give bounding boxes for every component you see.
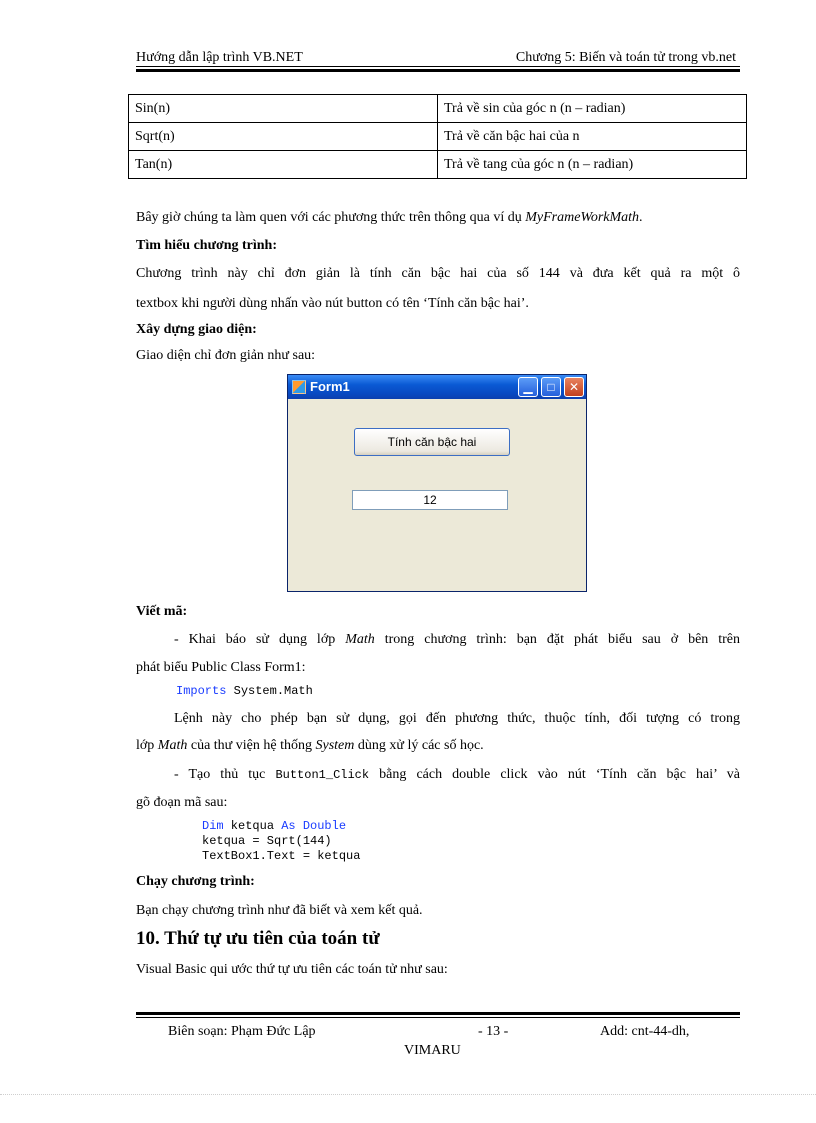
footer-address: Add: cnt-44-dh, <box>600 1024 690 1039</box>
section-text: Visual Basic qui ước thứ tự ưu tiên các toán tử như sau: <box>136 962 448 977</box>
class-math: Math <box>345 632 375 647</box>
code-paragraph-1: - Khai báo sử dụng lớp Math trong chương trình: bạn đặt phát biểu sau ở bên trên <box>174 632 741 647</box>
header-rule-thin <box>136 66 740 67</box>
intro-paragraph: Bây giờ chúng ta làm quen với các phương thức trên thông qua ví dụ MyFrameWorkMath. <box>136 210 643 225</box>
form1-window <box>287 374 587 592</box>
table-row <box>129 95 747 123</box>
window-title: Form1 <box>310 379 350 394</box>
example-name: MyFrameWorkMath <box>525 210 640 225</box>
heading-ui: Xây dựng giao diện: <box>136 322 257 337</box>
table-cell-desc: Trả về sin của góc n (n – radian) <box>438 95 747 123</box>
imports-statement: Imports System.Math <box>176 684 313 698</box>
keyword-imports: Imports <box>176 684 227 698</box>
header-rule-thick <box>136 69 740 72</box>
code-line-3: TextBox1.Text = ketqua <box>202 849 361 863</box>
explore-line-1: Chương trình này chỉ đơn giản là tính căn bậc hai của số 144 và đưa kết quả ra một ô <box>136 266 740 281</box>
procedure-name: Button1_Click <box>275 768 370 782</box>
header-right: Chương 5: Biến và toán tử trong vb.net <box>515 50 736 65</box>
code-paragraph-2: Lệnh này cho phép bạn sử dụng, gọi đến phương thức, thuộc tính, đối tượng có trong <box>174 711 740 726</box>
code-line-1: Dim ketqua As Double <box>202 819 347 833</box>
math-function-table <box>128 94 747 179</box>
table-cell-desc: Trả về tang của góc n (n – radian) <box>438 151 747 179</box>
footer-rule-thick <box>136 1012 740 1015</box>
run-text: Bạn chạy chương trình như đã biết và xem kết quả. <box>136 903 423 918</box>
sqrt-button[interactable]: Tính căn bậc hai <box>354 428 510 456</box>
table-row <box>129 123 747 151</box>
footer-rule-thin <box>136 1017 740 1018</box>
heading-code: Viết mã: <box>136 604 188 619</box>
table-cell-desc: Trả về căn bậc hai của n <box>438 123 747 151</box>
code-paragraph-1-line-2: phát biểu Public Class Form1: <box>136 660 306 675</box>
heading-run: Chạy chương trình: <box>136 874 255 889</box>
code-paragraph-2-line-2: lớp Math của thư viện hệ thống System dùng xử lý các số học. <box>136 738 484 753</box>
page-bottom-dotted-line <box>0 1094 816 1095</box>
result-textbox[interactable]: 12 <box>352 490 508 510</box>
section-title: 10. Thứ tự ưu tiên của toán tử <box>136 928 380 949</box>
maximize-icon[interactable]: □ <box>541 377 561 397</box>
table-cell-func: Sin(n) <box>129 95 438 123</box>
footer-page-number: - 13 - <box>478 1024 509 1039</box>
footer-org: VIMARU <box>404 1043 461 1058</box>
code-block <box>202 819 360 864</box>
code-paragraph-3: - Tạo thủ tục Button1_Click bằng cách double click vào nút ‘Tính căn bậc hai’ và <box>174 767 741 782</box>
heading-explore: Tìm hiểu chương trình: <box>136 238 278 253</box>
table-cell-func: Sqrt(n) <box>129 123 438 151</box>
ui-text: Giao diện chỉ đơn giản như sau: <box>136 348 316 363</box>
code-line-2: ketqua = Sqrt(144) <box>202 834 332 848</box>
title-bar <box>288 375 586 399</box>
form-icon <box>292 380 306 394</box>
table-row <box>129 151 747 179</box>
close-icon[interactable]: ✕ <box>564 377 584 397</box>
header-left: Hướng dẫn lập trình VB.NET <box>136 50 303 65</box>
code-paragraph-3-line-2: gõ đoạn mã sau: <box>136 795 228 810</box>
footer-author: Biên soạn: Phạm Đức Lập <box>168 1024 316 1039</box>
minimize-icon[interactable]: ▁ <box>518 377 538 397</box>
explore-line-2: textbox khi người dùng nhấn vào nút button có tên ‘Tính căn bậc hai’. <box>136 296 529 311</box>
table-cell-func: Tan(n) <box>129 151 438 179</box>
